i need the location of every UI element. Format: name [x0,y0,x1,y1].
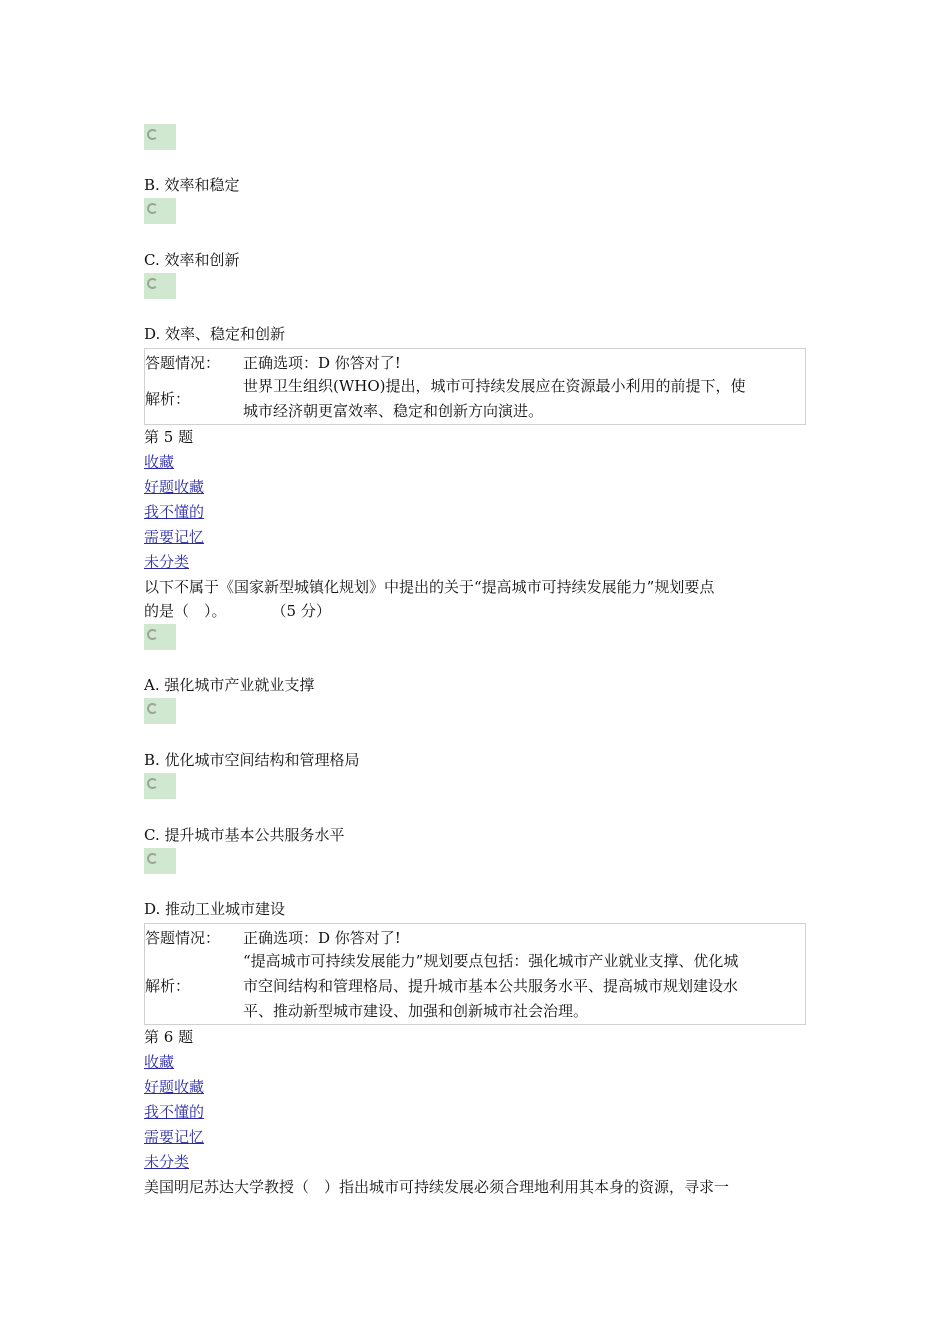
option-b-label: B. 效率和稳定 [144,176,240,194]
option-c-label: C. 提升城市基本公共服务水平 [144,826,345,844]
answer-status-label: 答题情况： [145,929,221,947]
answer-table [144,348,806,425]
answer-status-text: 正确选项：D 你答对了! [243,354,401,372]
analysis-line: 城市经济朝更富效率、稳定和创新方向演进。 [243,402,544,420]
radio-spinner-icon [147,629,158,640]
radio-option-c[interactable] [144,273,176,299]
radio-option-a[interactable] [144,124,176,150]
analysis-line: “提高城市可持续发展能力”规划要点包括：强化城市产业就业支撑、优化城 [243,952,739,970]
question-title: 第 5 题 [144,428,194,446]
radio-option-a[interactable] [144,624,176,650]
option-d-label: D. 推动工业城市建设 [144,900,286,918]
radio-spinner-icon [147,278,158,289]
link-dont-understand[interactable]: 我不懂的 [144,1103,205,1121]
link-need-memorize[interactable]: 需要记忆 [144,1128,205,1146]
question-text: 的是（ ）。 （5 分） [144,602,331,620]
question-text: 美国明尼苏达大学教授（ ）指出城市可持续发展必须合理地利用其本身的资源，寻求一 [144,1178,730,1196]
radio-option-b[interactable] [144,698,176,724]
answer-status-label: 答题情况： [145,354,221,372]
link-uncategorized[interactable]: 未分类 [144,553,190,571]
link-favorite[interactable]: 收藏 [144,1053,175,1071]
analysis-label: 解析： [145,390,191,408]
question-text: 以下不属于《国家新型城镇化规划》中提出的关于“提高城市可持续发展能力”规划要点 [144,578,715,596]
answer-status-text: 正确选项：D 你答对了! [243,929,401,947]
analysis-line: 平、推动新型城市建设、加强和创新城市社会治理。 [243,1002,589,1020]
link-good-question[interactable]: 好题收藏 [144,478,205,496]
radio-spinner-icon [147,129,158,140]
option-c-label: C. 效率和创新 [144,251,240,269]
option-b-label: B. 优化城市空间结构和管理格局 [144,751,360,769]
analysis-label: 解析： [145,977,191,995]
analysis-line: 世界卫生组织(WHO)提出，城市可持续发展应在资源最小利用的前提下，使 [243,377,746,395]
answer-table [144,923,806,1025]
radio-option-c[interactable] [144,773,176,799]
radio-spinner-icon [147,203,158,214]
radio-option-b[interactable] [144,198,176,224]
link-favorite[interactable]: 收藏 [144,453,175,471]
link-good-question[interactable]: 好题收藏 [144,1078,205,1096]
radio-spinner-icon [147,703,158,714]
option-a-label: A. 强化城市产业就业支撑 [144,676,315,694]
link-uncategorized[interactable]: 未分类 [144,1153,190,1171]
analysis-line: 市空间结构和管理格局、提升城市基本公共服务水平、提高城市规划建设水 [243,977,739,995]
option-d-label: D. 效率、稳定和创新 [144,325,286,343]
link-need-memorize[interactable]: 需要记忆 [144,528,205,546]
radio-option-d[interactable] [144,848,176,874]
radio-spinner-icon [147,853,158,864]
radio-spinner-icon [147,778,158,789]
link-dont-understand[interactable]: 我不懂的 [144,503,205,521]
question-title: 第 6 题 [144,1028,194,1046]
